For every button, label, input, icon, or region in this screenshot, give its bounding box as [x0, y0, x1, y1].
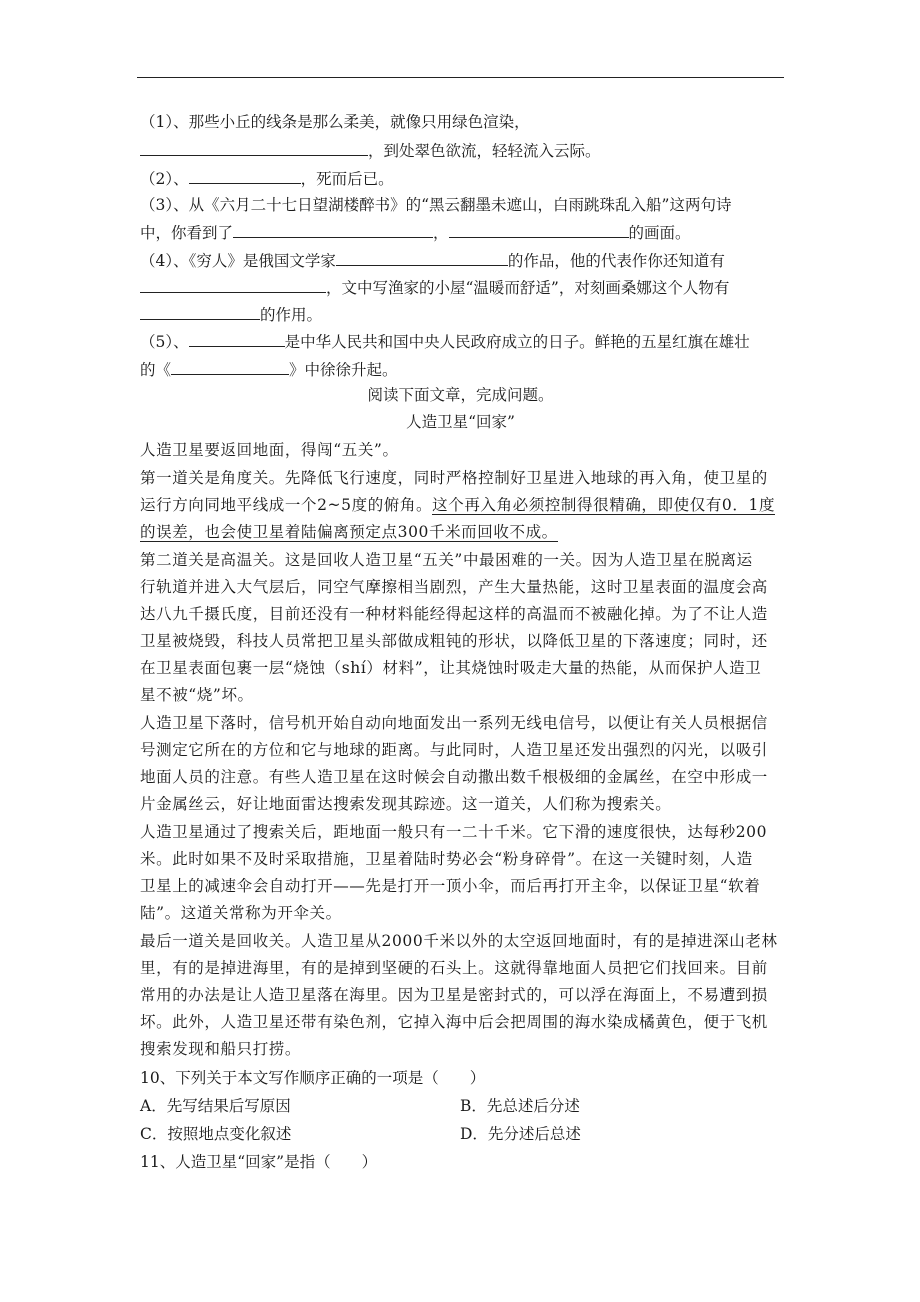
q3-line2	[140, 222, 691, 243]
q5-blank-2[interactable]	[171, 359, 289, 375]
q5-line2	[140, 359, 398, 380]
q2-prefix: （2）、	[140, 170, 189, 188]
reading-instruction	[137, 385, 784, 405]
q10-option-a[interactable]: A．先写结果后写原因	[140, 1097, 291, 1115]
q10-option-c[interactable]: C．按照地点变化叙述	[140, 1125, 292, 1143]
article-p2-line2	[140, 495, 775, 515]
article-p4-line2: 号测定它所在的方位和它与地球的距离。与此同时，人造卫星还发出强烈的闪光，以吸引	[140, 741, 768, 759]
q11-stem: 11、人造卫星“回家”是指（ ）	[140, 1153, 378, 1171]
q10-stem: 10、下列关于本文写作顺序正确的一项是（ ）	[140, 1069, 486, 1087]
article-p6-line5: 搜索发现和船只打捞。	[140, 1040, 302, 1058]
q2-blank[interactable]	[189, 168, 301, 184]
q4-blank-1[interactable]	[336, 250, 508, 266]
article-title	[137, 412, 784, 432]
q3-line1	[140, 195, 731, 215]
article-p6-line2: 里，有的是掉进海里，有的是掉到坚硬的石头上。这就得靠地面人员把它们找回来。目前	[140, 959, 768, 977]
article-p6-line4: 坏。此外，人造卫星还带有染色剂，它掉入海中后会把周围的海水染成橘黄色，便于飞机	[140, 1013, 768, 1031]
article-p5-line1: 人造卫星通过了搜索关后，距地面一般只有一二十千米。它下滑的速度很快，达每秒200	[140, 823, 768, 841]
q10-option-d[interactable]: D．先分述后总述	[460, 1125, 581, 1143]
article-p3-line6: 星不被“烧”坏。	[140, 686, 254, 704]
article-p4-line1: 人造卫星下落时，信号机开始自动向地面发出一系列无线电信号，以便让有关人员根据信	[140, 714, 768, 732]
q3-blank-2[interactable]	[449, 222, 629, 238]
article-title-text: 人造卫星“回家”	[406, 413, 515, 431]
q10-option-b[interactable]: B．先总述后分述	[460, 1097, 580, 1115]
q2-line	[140, 168, 394, 189]
q3-mid: ，	[433, 224, 449, 242]
q4-text2: ，文中写渔家的小屋“温暖而舒适”，对刻画桑娜这个人物有	[326, 279, 730, 297]
article-p4-line3: 地面人员的注意。有些人造卫星在这时候会自动撒出数千根极细的金属丝，在空中形成一	[140, 768, 768, 786]
q1-text-end: ，到处翠色欲流，轻轻流入云际。	[368, 142, 601, 160]
article-p3-line3: 达八九千摄氏度，目前还没有一种材料能经得起这样的高温而不被融化掉。为了不让人造	[140, 605, 768, 623]
article-p5-line4: 陆”。这道关常称为开伞关。	[140, 904, 342, 922]
q4-line1	[140, 250, 725, 271]
q5-post2: 》中徐徐升起。	[289, 361, 398, 379]
instruction-text: 阅读下面文章，完成问题。	[367, 386, 554, 404]
p2-underlined-sentence: 这个再入角必须控制得很精确，即使仅有0．1度	[432, 496, 776, 514]
q4-line3	[140, 304, 322, 325]
q5-line1	[140, 331, 750, 352]
article-p1: 人造卫星要返回地面，得闯“五关”。	[140, 441, 399, 459]
q5-blank-1[interactable]	[189, 331, 285, 347]
q4-text3: 的作用。	[260, 306, 323, 324]
p2-plain: 运行方向同地平线成一个2~5度的俯角。	[140, 496, 433, 514]
article-p3-line2: 行轨道并进入大气层后，同空气摩擦相当剧烈，产生大量热能，这时卫星表面的温度会高	[140, 578, 768, 596]
article-p3-line4: 卫星被烧毁，科技人员常把卫星头部做成粗钝的形状，以降低卫星的下落速度；同时，还	[140, 632, 768, 650]
q2-suffix: ，死而后已。	[300, 170, 394, 188]
p2-underlined-sentence-end: 的误差，也会使卫星着陆偏离预定点300千米而回收不成。	[140, 523, 558, 541]
q4-blank-2[interactable]	[140, 277, 326, 293]
article-p4-line4: 片金属丝云，好让地面雷达搜索发现其踪迹。这一道关，人们称为搜索关。	[140, 795, 672, 813]
q5-text1: 是中华人民共和国中央人民政府成立的日子。鲜艳的五星红旗在雄壮	[284, 333, 750, 351]
q4-blank-3[interactable]	[140, 304, 260, 320]
article-p6-line1: 最后一道关是回收关。人造卫星从2000千米以外的太空返回地面时，有的是掉进深山老林	[140, 932, 778, 950]
header-rule	[137, 77, 784, 78]
q3-post: 的画面。	[628, 224, 691, 242]
q5-pre2: 的《	[140, 361, 172, 379]
article-p3-line5: 在卫星表面包裹一层“烧蚀（shí）材料”，让其烧蚀时吸走大量的热能，从而保护人造卫	[140, 659, 762, 677]
q1-line2	[140, 140, 601, 161]
q3-blank-1[interactable]	[233, 222, 433, 238]
q5-prefix: （5）、	[140, 333, 189, 351]
article-p3-line1: 第二道关是高温关。这是回收人造卫星“五关”中最困难的一关。因为人造卫星在脱离运	[140, 551, 753, 569]
article-p5-line2: 米。此时如果不及时采取措施，卫星着陆时势必会“粉身碎骨”。在这一关键时刻，人造	[140, 850, 753, 868]
q3-pre: 中，你看到了	[140, 224, 234, 242]
article-p6-line3: 常用的办法是让人造卫星落在海里。因为卫星是密封式的，可以浮在海面上，不易遭到损	[140, 986, 768, 1004]
q4-pre: （4）、《穷人》是俄国文学家	[140, 252, 336, 270]
article-p2-line3	[140, 522, 558, 542]
article-p5-line3: 卫星上的减速伞会自动打开——先是打开一顶小伞，而后再打开主伞，以保证卫星“软着	[140, 877, 761, 895]
q1-line1	[140, 112, 530, 132]
article-p2-line1: 第一道关是角度关。先降低飞行速度，同时严格控制好卫星进入地球的再入角，使卫星的	[140, 469, 768, 487]
q1-text: （1）、那些小丘的线条是那么柔美，就像只用绿色渲染，	[140, 113, 530, 131]
q3-text: （3）、从《六月二十七日望湖楼醉书》的“黑云翻墨未遮山，白雨跳珠乱入船”这两句诗	[140, 196, 732, 214]
q4-line2	[140, 277, 729, 298]
q1-blank[interactable]	[140, 140, 368, 156]
q4-mid: 的作品，他的代表作你还知道有	[507, 252, 725, 270]
